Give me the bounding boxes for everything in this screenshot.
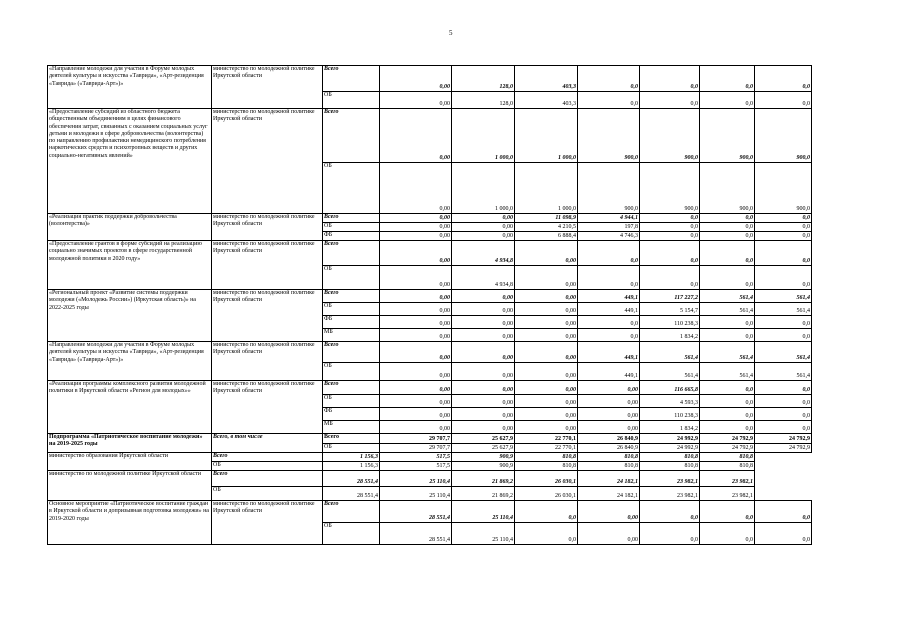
table-row	[48, 342, 812, 363]
amount-cell: 4 210,5	[515, 223, 578, 232]
amount-cell: 0,00	[452, 303, 515, 316]
amount-cell: 29 707,7	[380, 434, 452, 444]
funding-source-cell: Всего	[323, 109, 380, 163]
amount-cell: 900,0	[640, 109, 700, 163]
amount-cell: 0,0	[700, 214, 755, 223]
amount-cell: 0,0	[640, 501, 700, 523]
amount-cell: 23 982,1	[700, 471, 755, 487]
amount-cell: 810,8	[515, 453, 578, 462]
amount-cell: 403,3	[515, 66, 578, 92]
funding-source-cell: Всего	[323, 342, 380, 363]
amount-cell: 0,0	[578, 241, 640, 266]
amount-cell: 0,0	[700, 408, 755, 421]
table-row	[48, 241, 812, 266]
amount-cell: 110 238,3	[640, 316, 700, 329]
amount-cell: 24 792,9	[700, 444, 755, 453]
amount-cell: 0,00	[452, 421, 515, 434]
activity-name-cell: «Предоставление грантов в форме субсидий на реализацию социально значимых проектов в сфере государственной молодежной политики в 2020 году»	[48, 241, 212, 290]
amount-cell: 25 110,4	[452, 501, 515, 523]
amount-cell: 128,0	[452, 92, 515, 109]
funding-source-cell: ОБ	[323, 266, 380, 290]
amount-cell: 561,4	[755, 290, 812, 303]
amount-cell: 0,0	[700, 421, 755, 434]
table-row	[48, 66, 812, 92]
amount-cell: 0,00	[380, 109, 452, 163]
budget-table	[47, 65, 812, 545]
funding-source-cell: ОБ	[323, 523, 380, 545]
amount-cell: 0,0	[700, 381, 755, 395]
amount-cell: 0,0	[700, 501, 755, 523]
amount-cell: 26 030,1	[515, 471, 578, 487]
amount-cell: 0,00	[515, 290, 578, 303]
funding-source-cell: ОБ	[323, 163, 380, 214]
table-row	[48, 434, 812, 444]
amount-cell: 0,0	[578, 329, 640, 342]
amount-cell: 810,8	[700, 453, 755, 462]
table-row	[48, 471, 812, 487]
funding-source-cell: ОБ	[212, 462, 323, 471]
funding-source-cell: ФБ	[323, 408, 380, 421]
budget-table-body	[48, 66, 812, 545]
amount-cell: 1 000,0	[515, 163, 578, 214]
funding-source-cell: МБ	[323, 329, 380, 342]
amount-cell: 0,00	[452, 329, 515, 342]
amount-cell: 26 840,9	[578, 434, 640, 444]
amount-cell: 0,00	[452, 223, 515, 232]
amount-cell: 561,4	[755, 303, 812, 316]
amount-cell: 1 834,2	[640, 329, 700, 342]
table-row	[48, 501, 812, 523]
amount-cell: 561,4	[755, 342, 812, 363]
amount-cell: 0,0	[755, 223, 812, 232]
amount-cell: 561,4	[700, 363, 755, 381]
funding-source-cell: Всего	[323, 66, 380, 92]
funding-source-cell: ОБ	[323, 223, 380, 232]
executor-cell: министерство по молодежной политике Иркутской области	[212, 290, 323, 342]
amount-cell: 4 934,8	[452, 241, 515, 266]
amount-cell: 0,00	[380, 342, 452, 363]
amount-cell: 197,8	[578, 223, 640, 232]
amount-cell: 6 888,4	[515, 232, 578, 241]
executor-cell: министерство по молодежной политике Иркутской области	[212, 501, 323, 545]
amount-cell: 561,4	[640, 342, 700, 363]
amount-cell: 0,0	[755, 266, 812, 290]
amount-cell: 403,3	[515, 92, 578, 109]
table-row	[48, 290, 812, 303]
amount-cell: 517,5	[380, 462, 452, 471]
funding-source-cell: ОБ	[323, 395, 380, 408]
amount-cell: 0,00	[380, 241, 452, 266]
amount-cell: 23 982,1	[700, 487, 755, 501]
amount-cell: 0,00	[452, 342, 515, 363]
activity-name-cell: «Направление молодежи для участия в Форуме молодых деятелей культуры и искусства «Таврида», «Арт-резиденция «Таврида» («Таврида-Арт»)»	[48, 342, 212, 381]
amount-cell: 28 551,4	[323, 471, 380, 487]
amount-cell: 0,0	[578, 266, 640, 290]
amount-cell: 0,00	[515, 303, 578, 316]
amount-cell: 0,0	[700, 232, 755, 241]
amount-cell: 0,00	[578, 381, 640, 395]
amount-cell: 0,00	[380, 92, 452, 109]
amount-cell: 0,0	[755, 329, 812, 342]
amount-cell: 128,0	[452, 66, 515, 92]
amount-cell: 0,00	[515, 363, 578, 381]
amount-cell: 21 869,2	[452, 487, 515, 501]
amount-cell: 0,0	[640, 92, 700, 109]
activity-name-cell: «Направление молодежи для участия в Форуме молодых деятелей культуры и искусства «Таврида», «Арт-резиденция «Таврида» («Таврида-Арт»)»	[48, 66, 212, 109]
amount-cell: 561,4	[640, 363, 700, 381]
amount-cell: 0,00	[380, 303, 452, 316]
amount-cell: 21 869,2	[452, 471, 515, 487]
activity-name-cell: Подпрограмма «Патриотическое воспитание молодежи» на 2019-2025 годы	[48, 434, 212, 453]
table-row	[48, 214, 812, 223]
amount-cell: 0,00	[380, 363, 452, 381]
amount-cell: 28 551,4	[323, 487, 380, 501]
amount-cell: 0,00	[380, 421, 452, 434]
table-row	[48, 453, 812, 462]
amount-cell: 26 030,1	[515, 487, 578, 501]
funding-source-cell: ОБ	[323, 363, 380, 381]
amount-cell: 0,00	[380, 381, 452, 395]
amount-cell: 0,0	[755, 381, 812, 395]
amount-cell: 1 000,0	[452, 109, 515, 163]
amount-cell: 0,00	[452, 232, 515, 241]
funding-source-cell: ОБ	[323, 444, 380, 453]
amount-cell: 4 746,3	[578, 232, 640, 241]
amount-cell: 810,8	[700, 462, 755, 471]
activity-name-cell: «Реализация программы комплексного развития молодежной политики в Иркутской области «Регион для молодых»»	[48, 381, 212, 434]
amount-cell: 0,00	[452, 214, 515, 223]
executor-cell: Всего, в том числе	[212, 434, 323, 453]
amount-cell: 810,8	[578, 462, 640, 471]
amount-cell: 0,0	[700, 266, 755, 290]
amount-cell: 0,00	[578, 408, 640, 421]
amount-cell: 517,5	[380, 453, 452, 462]
amount-cell: 449,1	[578, 342, 640, 363]
activity-name-cell: «Предоставление субсидий из областного бюджета общественным объединениям в целях финансового обеспечения затрат, связанных с оказанием социальных услуг детьми и молодежи в сфере добровольчества (волонтерства) по направлению профилактики немедицинского потребления наркотических средств и психотропных веществ и других социально-негативных явлений»	[48, 109, 212, 214]
executor-cell: министерство по молодежной политике Иркутской области	[212, 241, 323, 290]
amount-cell: 0,0	[640, 66, 700, 92]
amount-cell: 1 156,3	[323, 462, 380, 471]
executor-cell: министерство по молодежной политике Иркутской области	[48, 471, 212, 501]
amount-cell: 0,0	[755, 92, 812, 109]
amount-cell: 449,1	[578, 303, 640, 316]
amount-cell: 24 182,1	[578, 471, 640, 487]
amount-cell: 0,00	[578, 395, 640, 408]
amount-cell: 0,0	[640, 266, 700, 290]
amount-cell: 900,0	[578, 163, 640, 214]
amount-cell: 0,0	[755, 316, 812, 329]
funding-source-cell: ОБ	[212, 487, 323, 501]
amount-cell: 24 792,9	[755, 434, 812, 444]
amount-cell: 4 593,3	[640, 395, 700, 408]
amount-cell: 0,00	[380, 232, 452, 241]
amount-cell: 0,00	[452, 316, 515, 329]
amount-cell: 1 000,0	[515, 109, 578, 163]
funding-source-cell: Всего	[323, 434, 380, 444]
amount-cell: 0,0	[755, 395, 812, 408]
amount-cell: 24 792,9	[700, 434, 755, 444]
amount-cell: 0,0	[755, 214, 812, 223]
amount-cell: 0,0	[700, 329, 755, 342]
amount-cell: 449,1	[578, 290, 640, 303]
amount-cell: 117 227,2	[640, 290, 700, 303]
amount-cell: 0,00	[452, 395, 515, 408]
amount-cell: 0,0	[578, 92, 640, 109]
amount-cell: 0,00	[380, 266, 452, 290]
amount-cell: 1 156,3	[323, 453, 380, 462]
amount-cell: 4 934,8	[452, 266, 515, 290]
amount-cell: 561,4	[700, 290, 755, 303]
amount-cell: 0,00	[578, 421, 640, 434]
amount-cell: 24 992,9	[640, 444, 700, 453]
amount-cell: 0,00	[578, 501, 640, 523]
funding-source-cell: Всего	[212, 453, 323, 462]
amount-cell: 0,00	[515, 421, 578, 434]
funding-source-cell: ОБ	[323, 92, 380, 109]
amount-cell: 0,00	[380, 408, 452, 421]
amount-cell: 0,0	[755, 523, 812, 545]
amount-cell: 22 770,1	[515, 434, 578, 444]
amount-cell: 4 944,1	[578, 214, 640, 223]
amount-cell: 24 182,1	[578, 487, 640, 501]
amount-cell: 900,0	[640, 163, 700, 214]
amount-cell: 449,1	[578, 363, 640, 381]
executor-cell: министерство по молодежной политике Иркутской области	[212, 381, 323, 434]
amount-cell: 561,4	[700, 303, 755, 316]
amount-cell: 28 551,4	[380, 523, 452, 545]
amount-cell: 900,0	[755, 109, 812, 163]
amount-cell: 0,0	[578, 66, 640, 92]
amount-cell: 22 770,1	[515, 444, 578, 453]
table-row	[48, 381, 812, 395]
amount-cell: 0,0	[640, 241, 700, 266]
funding-source-cell: ФБ	[323, 232, 380, 241]
funding-source-cell: МБ	[323, 421, 380, 434]
amount-cell: 0,0	[755, 232, 812, 241]
amount-cell: 0,0	[640, 223, 700, 232]
amount-cell: 24 992,9	[640, 434, 700, 444]
amount-cell: 0,00	[380, 66, 452, 92]
amount-cell: 0,0	[700, 395, 755, 408]
amount-cell: 28 551,4	[380, 501, 452, 523]
amount-cell: 25 110,4	[380, 487, 452, 501]
amount-cell: 810,8	[640, 453, 700, 462]
amount-cell: 0,00	[380, 223, 452, 232]
amount-cell: 11 098,9	[515, 214, 578, 223]
amount-cell: 0,00	[515, 329, 578, 342]
amount-cell: 0,00	[380, 316, 452, 329]
amount-cell: 0,00	[380, 395, 452, 408]
amount-cell: 0,0	[755, 66, 812, 92]
amount-cell: 0,00	[380, 163, 452, 214]
amount-cell: 561,4	[755, 363, 812, 381]
activity-name-cell: «Региональный проект «Развитие системы поддержки молодежи («Молодежь России») (Иркутская область)» на 2022-2025 годы	[48, 290, 212, 342]
amount-cell: 0,00	[515, 266, 578, 290]
amount-cell: 116 665,8	[640, 381, 700, 395]
amount-cell: 0,00	[452, 363, 515, 381]
amount-cell: 900,0	[578, 109, 640, 163]
amount-cell: 0,00	[380, 290, 452, 303]
amount-cell: 25 627,9	[452, 434, 515, 444]
executor-cell: министерство по молодежной политике Иркутской области	[212, 214, 323, 241]
amount-cell: 0,00	[380, 329, 452, 342]
amount-cell: 0,00	[380, 214, 452, 223]
amount-cell: 900,0	[700, 163, 755, 214]
executor-cell: министерство по молодежной политике Иркутской области	[212, 342, 323, 381]
amount-cell: 25 110,4	[380, 471, 452, 487]
amount-cell: 900,9	[452, 462, 515, 471]
amount-cell: 810,8	[578, 453, 640, 462]
page-number: 5	[449, 29, 453, 37]
amount-cell: 23 982,1	[640, 487, 700, 501]
amount-cell: 1 000,0	[452, 163, 515, 214]
table-row	[48, 109, 812, 163]
funding-source-cell: ФБ	[323, 316, 380, 329]
amount-cell: 810,8	[640, 462, 700, 471]
amount-cell: 0,00	[515, 381, 578, 395]
activity-name-cell: Основное мероприятие «Патриотическое воспитание граждан в Иркутской области и допризывная подготовка молодежи» на 2019-2020 годы	[48, 501, 212, 545]
amount-cell: 0,0	[700, 241, 755, 266]
amount-cell: 23 982,1	[640, 471, 700, 487]
amount-cell: 25 110,4	[452, 523, 515, 545]
amount-cell: 0,00	[578, 523, 640, 545]
amount-cell: 900,0	[755, 163, 812, 214]
amount-cell: 0,0	[755, 421, 812, 434]
amount-cell: 29 707,7	[380, 444, 452, 453]
funding-source-cell: ОБ	[323, 303, 380, 316]
amount-cell: 0,00	[452, 290, 515, 303]
activity-name-cell: «Реализация практик поддержки добровольчества (волонтерства)»	[48, 214, 212, 241]
amount-cell: 0,0	[700, 66, 755, 92]
amount-cell: 0,00	[452, 408, 515, 421]
amount-cell: 0,00	[452, 381, 515, 395]
amount-cell: 0,0	[640, 523, 700, 545]
funding-source-cell: Всего	[323, 290, 380, 303]
funding-source-cell: Всего	[323, 381, 380, 395]
amount-cell: 0,0	[700, 316, 755, 329]
amount-cell: 1 834,2	[640, 421, 700, 434]
amount-cell: 810,8	[515, 462, 578, 471]
amount-cell: 0,0	[755, 241, 812, 266]
amount-cell: 26 840,9	[578, 444, 640, 453]
funding-source-cell: Всего	[212, 471, 323, 487]
amount-cell: 0,00	[515, 408, 578, 421]
amount-cell: 0,0	[700, 223, 755, 232]
amount-cell: 0,0	[515, 523, 578, 545]
executor-cell: министерство по молодежной политике Иркутской области	[212, 66, 323, 109]
amount-cell: 900,0	[700, 109, 755, 163]
amount-cell: 0,0	[700, 92, 755, 109]
amount-cell: 0,0	[578, 316, 640, 329]
amount-cell: 0,00	[515, 395, 578, 408]
amount-cell: 0,00	[515, 342, 578, 363]
amount-cell: 0,0	[640, 214, 700, 223]
amount-cell: 0,0	[755, 408, 812, 421]
amount-cell: 0,00	[515, 241, 578, 266]
amount-cell: 0,00	[515, 316, 578, 329]
executor-cell: министерство образования Иркутской области	[48, 453, 212, 471]
amount-cell: 110 238,3	[640, 408, 700, 421]
amount-cell: 24 792,9	[755, 444, 812, 453]
amount-cell: 5 154,7	[640, 303, 700, 316]
funding-source-cell: Всего	[323, 501, 380, 523]
executor-cell: министерство по молодежной политике Иркутской области	[212, 109, 323, 214]
amount-cell: 0,0	[755, 501, 812, 523]
amount-cell: 0,0	[640, 232, 700, 241]
amount-cell: 25 627,9	[452, 444, 515, 453]
amount-cell: 900,9	[452, 453, 515, 462]
amount-cell: 0,0	[515, 501, 578, 523]
amount-cell: 561,4	[700, 342, 755, 363]
amount-cell: 0,0	[700, 523, 755, 545]
funding-source-cell: Всего	[323, 214, 380, 223]
funding-source-cell: Всего	[323, 241, 380, 266]
